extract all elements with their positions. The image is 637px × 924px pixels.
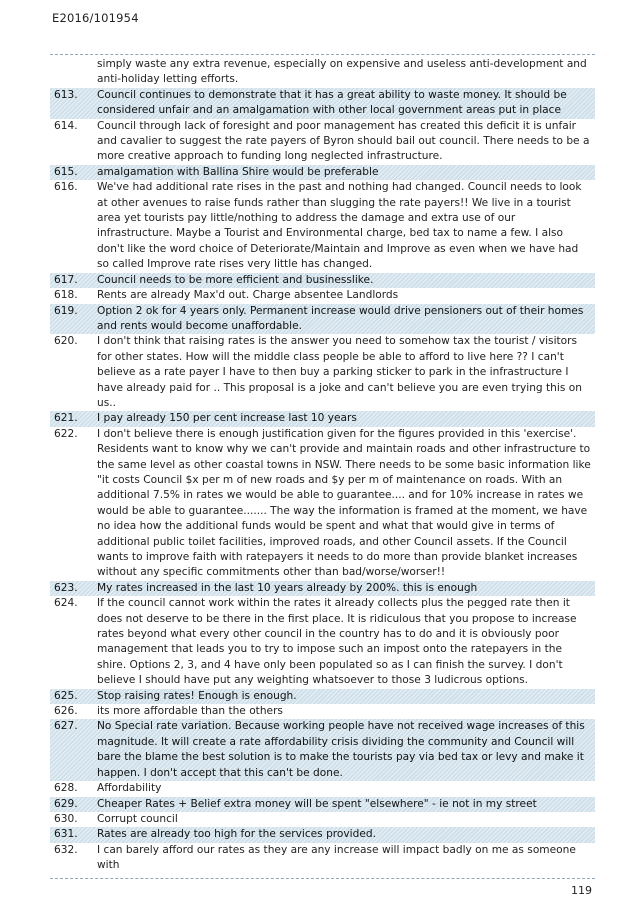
comment-text: Cheaper Rates + Belief extra money will be spent "elsewhere" - ie not in my street: [97, 797, 537, 810]
comment-number: 623.: [54, 581, 78, 594]
comment-text: Council continues to demonstrate that it has a great ability to waste money. It should be considered unfair and an amalgamation with other local government areas put in place: [97, 88, 567, 117]
comment-row: [50, 180, 595, 272]
comment-row: [50, 704, 595, 719]
comment-row: [50, 334, 595, 411]
comment-row: [50, 843, 595, 874]
comment-number: 613.: [54, 88, 78, 101]
comment-text: No Special rate variation. Because working people have not received wage increases of this magnitude. It will create a rate affordability crisis dividing the community and Council will bare the blame the best solution is to make the tourists pay via bed tax or levy and make it happen. I don't accept that this can't be done.: [97, 720, 585, 779]
bottom-divider: [50, 878, 595, 879]
comment-text: We've had additional rate rises in the past and nothing had changed. Council needs to look at other avenues to raise funds rather than slugging the rate payers!! We live in a tourist area yet tourists pay little/nothing to address the damage and extra use of our infrastructure. Maybe a Tourist and Environmental charge, bed tax to name a few. I also don't like the word choice of Deteriorate/Maintain and Improve as even when we have had so called Improve rate rises very little has changed.: [97, 181, 582, 271]
comment-number: 631.: [54, 828, 78, 841]
comment-row: [50, 581, 595, 596]
comment-number: 619.: [54, 304, 78, 317]
comment-text: Council through lack of foresight and poor management has created this deficit it is unfair and cavalier to suggest the rate payers of Byron should bail out council. There needs to be a more creative approach to funding long neglected infrastructure.: [97, 119, 590, 163]
comment-text: its more affordable than the others: [97, 705, 283, 718]
comment-number: 616.: [54, 181, 78, 194]
comment-number: 618.: [54, 289, 78, 302]
comment-text: Affordability: [97, 782, 162, 795]
comment-text: Corrupt council: [97, 812, 178, 825]
comment-row: [50, 596, 595, 688]
comment-text: I don't think that raising rates is the answer you need to somehow tax the tourist / visitors for other states. How will the middle class people be able to afford to live here ?? I can't believe as a rate payer I have to then buy a parking sticker to park in the infrastructure I have already paid for .. This proposal is a joke and can't believe you are even trying this on us..: [97, 335, 582, 409]
comment-row: [50, 88, 595, 119]
comment-number: 630.: [54, 812, 78, 825]
comment-row: [50, 719, 595, 781]
comment-row: [50, 827, 595, 842]
comment-row: [50, 812, 595, 827]
comment-row: [50, 427, 595, 581]
comment-row: [50, 57, 595, 88]
comment-row: [50, 165, 595, 180]
comment-row: [50, 411, 595, 426]
comment-text: simply waste any extra revenue, especially on expensive and useless anti-development and anti-holiday letting efforts.: [97, 58, 587, 86]
comment-text: My rates increased in the last 10 years already by 200%. this is enough: [97, 581, 478, 594]
comment-row: [50, 304, 595, 335]
comment-row: [50, 119, 595, 165]
comment-number: 627.: [54, 720, 78, 733]
comment-text: I can barely afford our rates as they are any increase will impact badly on me as someone with: [97, 843, 576, 872]
comment-text: Stop raising rates! Enough is enough.: [97, 689, 297, 702]
comment-number: 626.: [54, 705, 78, 718]
comment-number: 628.: [54, 782, 78, 795]
comment-text: amalgamation with Ballina Shire would be preferable: [97, 165, 379, 178]
comment-row: [50, 797, 595, 812]
comment-text: If the council cannot work within the rates it already collects plus the pegged rate then it does not deserve to be there in the first place. It is ridiculous that you propose to increase rates beyond what every other council in the country has to do and it is obviously poor management that leads you to try to impose such an impost onto the ratepayers in the shire. Options 2, 3, and 4 have only been populated so as I can finish the survey. I don't believe I should have put any weighting whatsoever to those 3 ludicrous options.: [97, 597, 577, 687]
comment-text: Rates are already too high for the services provided.: [97, 828, 376, 841]
comment-text: Rents are already Max'd out. Charge absentee Landlords: [97, 289, 399, 302]
comment-number: 632.: [54, 843, 78, 856]
comment-text: I don't believe there is enough justification given for the figures provided in this 'exercise'. Residents want to know why we can't provide and maintain roads and other infrastructure to the same level as other coastal towns in NSW. There needs to be some basic information like "it costs Council $x per m of new roads and $y per m of maintenance on roads. With an additional 7.5% in rates we would be able to guarantee.... and for 10% increase in rates we would be able to guarantee....... The way the information is framed at the moment, we have no idea how the additional funds would be spent and what that would give in terms of additional public toilet facilities, improved roads, and other Council assets. If the Council wants to improve faith with ratepayers it needs to do more than provide blanket increases without any specific commitments other than bad/worse/worser!!: [97, 427, 591, 579]
comment-row: [50, 273, 595, 288]
comment-list: [50, 57, 595, 874]
comment-number: 625.: [54, 689, 78, 702]
comment-text: I pay already 150 per cent increase last 10 years: [97, 412, 357, 425]
comment-number: 621.: [54, 412, 78, 425]
comment-number: 629.: [54, 797, 78, 810]
comment-text: Council needs to be more efficient and businesslike.: [97, 273, 374, 286]
comment-number: 622.: [54, 427, 78, 440]
page-number: 119: [571, 884, 592, 897]
comment-row: [50, 689, 595, 704]
comment-text: Option 2 ok for 4 years only. Permanent increase would drive pensioners out of their homes and rents would become unaffordable.: [97, 304, 584, 332]
top-divider: [50, 54, 595, 55]
comment-number: 624.: [54, 597, 78, 610]
document-id: E2016/101954: [52, 11, 139, 25]
comment-number: 620.: [54, 335, 78, 348]
comment-row: [50, 288, 595, 303]
comment-number: [50, 57, 97, 88]
comment-number: 617.: [54, 273, 78, 286]
comment-number: 614.: [54, 119, 78, 132]
comment-row: [50, 781, 595, 796]
comment-number: 615.: [54, 165, 78, 178]
